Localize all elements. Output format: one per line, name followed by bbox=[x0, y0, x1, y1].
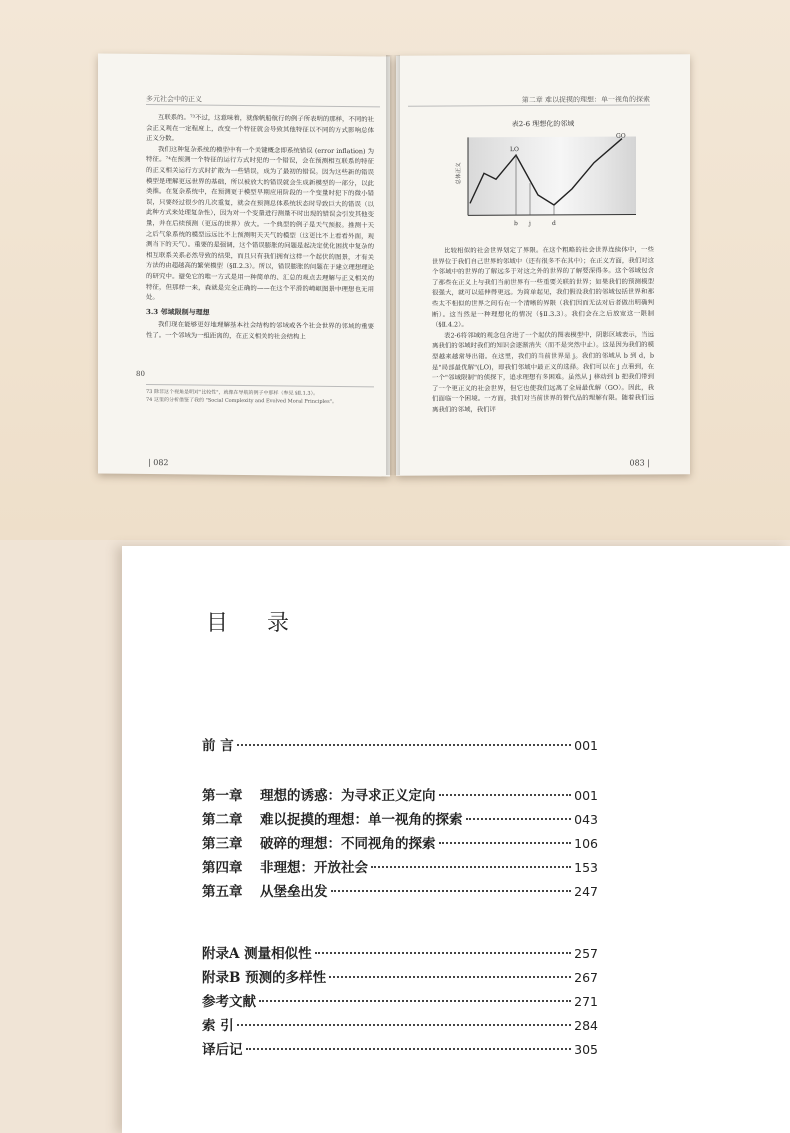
right-folio: 083 | bbox=[629, 458, 650, 468]
book-spine bbox=[386, 55, 400, 475]
left-page bbox=[98, 53, 390, 476]
right-page bbox=[396, 54, 690, 476]
chapter-number: 第二章 bbox=[202, 812, 243, 828]
dot-leader bbox=[439, 842, 572, 844]
back-matter-label: 附录A 测量相似性 bbox=[202, 946, 312, 962]
label-lo: LO bbox=[510, 146, 519, 154]
toc-back-matter-group bbox=[202, 942, 598, 1062]
figure-caption: 表2-6 理想化的邻域 bbox=[511, 119, 575, 129]
section-paragraph: 我们现在能够更好地理解基本社会结构的邻域或各个社会世界的邻域的重要性了。一个邻域为一组距离的，在正义相关的社会结构上 bbox=[146, 320, 374, 341]
back-matter-label: 索 引 bbox=[202, 1018, 234, 1034]
back-matter-label: 参考文献 bbox=[202, 994, 256, 1010]
chapter-number: 第三章 bbox=[202, 836, 243, 852]
toc-row-afterword[interactable] bbox=[202, 1038, 598, 1062]
dot-leader bbox=[329, 976, 571, 978]
toc-row-appendix-a[interactable] bbox=[202, 942, 598, 966]
right-paragraph-2: 表2-6将邻域的观念包含进了一个起伏的图表模型中，阴影区域表示，当远离我们的邻域时我们的知识会逐渐消失（而不是突然中止）。这是因为我们的模型越来越常导出错。在这里，我们的当前世界是 j。我们的邻域从 b 到 d，b是"局部最优解"(LO)，即我们邻域中最正义的选择。我们可以在 j 点看到，在一个"邻域限制"的侦探下，追求理想有多困难。虽然从 j 移动到 b 把我们带到了一个更正义的社会世界，但它也使我们远离了全局最优解（GO）。因此，我们面临一个困境。一方面，我们对当前世界的替代品的理解有限。随着我们远离我们的邻域，我们评 bbox=[432, 330, 654, 414]
toc-row-appendix-b[interactable] bbox=[202, 966, 598, 990]
toc-chapters-group bbox=[202, 784, 598, 904]
back-matter-page: 305 bbox=[574, 1042, 598, 1057]
back-matter-page: 271 bbox=[574, 994, 598, 1009]
toc-preface-label: 前 言 bbox=[202, 738, 234, 754]
footnote-74: 74 这里的分析借鉴了我的 "Social Complexity and Evolved Moral Principles"。 bbox=[146, 396, 337, 405]
open-book bbox=[98, 55, 690, 485]
right-body-text bbox=[432, 244, 654, 415]
toc-row-references[interactable] bbox=[202, 990, 598, 1014]
dot-leader bbox=[259, 1000, 571, 1002]
x-label-j: j bbox=[529, 220, 531, 228]
back-matter-label: 附录B 预测的多样性 bbox=[202, 970, 327, 986]
x-label-d: d bbox=[552, 219, 556, 227]
chapter-number: 第一章 bbox=[202, 788, 243, 804]
dot-leader bbox=[331, 890, 572, 892]
label-go: GO bbox=[616, 132, 626, 140]
dot-leader bbox=[371, 866, 571, 868]
toc-row-chapter-1[interactable] bbox=[202, 784, 598, 808]
chapter-title: 理想的诱惑：为寻求正义定向 bbox=[260, 788, 436, 804]
dot-leader bbox=[237, 744, 571, 746]
chapter-title: 破碎的理想：不同视角的探索 bbox=[260, 836, 436, 852]
y-axis-label: 总体正义 bbox=[456, 162, 462, 185]
left-paragraph-2: 我们这种复杂系统的模型中有一个关键概念即系统错误 (error inflation) 为特征。⁷⁴在预测一个特征的运行方式时犯的一个错误，会在预测相互联系的特征的正义相关运行方式时扩散为一些错误，成为了最初的错误。因为这些新的错误模型是理解更远世界的基础，所以被放大的错误就会生成新模型的一部分，以此类推。在复杂系统中，在预测更于模型早期应用阶段的一个变量时犯下的微小错误，只要经过很少的几次重复，就会在预测总体系统状态时导致巨大的错误（以此种方式来处理复杂性），因为对一个变量进行测量不时出现的错误会引发其他变量，并在后续预测（更远的世界）放大。一个典型的例子是天气预报。推测十天之后气象系统的模型远远比不上预测明天天气的模型（这更比不上看看外面，观测当下的天气）。重要的是强调，这个错误膨胀的问题是起决定优化困扰中复杂的相互联系关系必然导致的结果，而且只有我们拥有这样一个起伏的图景，才有关方法的由超越高的繁荣模型（§Ⅱ.2.3）。所以，错误膨胀的问题在于建立理想理论的研究中。避免它的唯一方式是用一种简单的、汇总的观点去理解与正义相关的特征，但那样一来，森就是完全正确的——在这个平滑的崎岖图景中理想也无用处。 bbox=[146, 144, 374, 302]
chapter-page: 001 bbox=[574, 788, 598, 803]
right-paragraph-1: 比较相似的社会世界划定了界限。在这个粗略的社会世界连续体中，一些世界位于我们自己世界的邻域中（还有很多不在其中）；在正义方面，我们对这个邻域中的世界的了解远多于对这之外的世界的了解要深得多。这个邻域包含了那些在正义上与我们当前世界有一些重要关联的世界；如果我们的预测模型很强大，就可以延伸得更远。为简单起见，我们假设我们的邻域包括世界和那些太不相似的世界之间有在一个清晰的界限（我们因而无法对后者做出明确判断）。这当然是一种理想化的情况（§Ⅱ.3.3）。我们会在之后放宽这一限制（§Ⅱ.4.2）。 bbox=[432, 245, 654, 329]
toc-photo bbox=[0, 540, 790, 1133]
toc-row-chapter-4[interactable] bbox=[202, 856, 598, 880]
chapter-page: 153 bbox=[574, 860, 598, 875]
footnote-73: 73 除非这个视角是明对"比较性"，就像在导航的例子中那样（参见 §Ⅱ.1.3）。 bbox=[146, 388, 319, 397]
chapter-title: 非理想：开放社会 bbox=[260, 860, 368, 876]
left-paragraph-1: 互联系的。⁷³不过，这意味着，就像帆船航行的例子所表明的那样，不同的社会正义观在一定程度上，改变一个特征就会导致其他特征以不同的方式影响总体正义分数。 bbox=[146, 113, 375, 143]
chapter-page: 106 bbox=[574, 836, 598, 851]
margin-number: 80 bbox=[136, 369, 145, 378]
left-running-head: 多元社会中的正义 bbox=[146, 94, 202, 104]
dot-leader bbox=[237, 1024, 571, 1026]
left-body-text bbox=[146, 112, 374, 343]
chapter-title: 难以捉摸的理想：单一视角的探索 bbox=[260, 812, 463, 828]
toc-title: 目 录 bbox=[206, 611, 305, 636]
book-spread-photo bbox=[0, 0, 790, 540]
toc-page bbox=[122, 546, 790, 1133]
right-running-head: 第二章 难以捉摸的理想：单一视角的探索 bbox=[521, 95, 650, 105]
left-head-rule bbox=[146, 104, 380, 107]
chapter-page: 043 bbox=[574, 812, 598, 827]
toc-row-preface[interactable] bbox=[202, 734, 598, 758]
toc-preface-group bbox=[202, 734, 598, 758]
dot-leader bbox=[246, 1048, 572, 1050]
idealized-neighborhood-figure bbox=[454, 132, 640, 233]
toc-row-chapter-3[interactable] bbox=[202, 832, 598, 856]
section-heading: 3.3 邻域限制与理想 bbox=[146, 306, 210, 317]
chapter-page: 247 bbox=[574, 884, 598, 899]
dot-leader bbox=[315, 952, 571, 954]
chapter-number: 第四章 bbox=[202, 860, 243, 876]
right-head-rule bbox=[408, 104, 650, 106]
left-folio: | 082 bbox=[148, 457, 169, 468]
toc-preface-page: 001 bbox=[574, 738, 598, 753]
back-matter-page: 284 bbox=[574, 1018, 598, 1033]
chapter-number: 第五章 bbox=[202, 884, 243, 900]
footnotes bbox=[146, 384, 374, 406]
x-label-b: b bbox=[514, 220, 518, 228]
back-matter-label: 译后记 bbox=[202, 1042, 243, 1058]
toc-row-index[interactable] bbox=[202, 1014, 598, 1038]
toc-row-chapter-2[interactable] bbox=[202, 808, 598, 832]
back-matter-page: 257 bbox=[574, 946, 598, 961]
figure-svg bbox=[454, 132, 640, 233]
back-matter-page: 267 bbox=[574, 970, 598, 985]
dot-leader bbox=[466, 818, 572, 820]
toc-row-chapter-5[interactable] bbox=[202, 880, 598, 904]
dot-leader bbox=[439, 794, 572, 796]
chapter-title: 从堡垒出发 bbox=[260, 884, 328, 900]
